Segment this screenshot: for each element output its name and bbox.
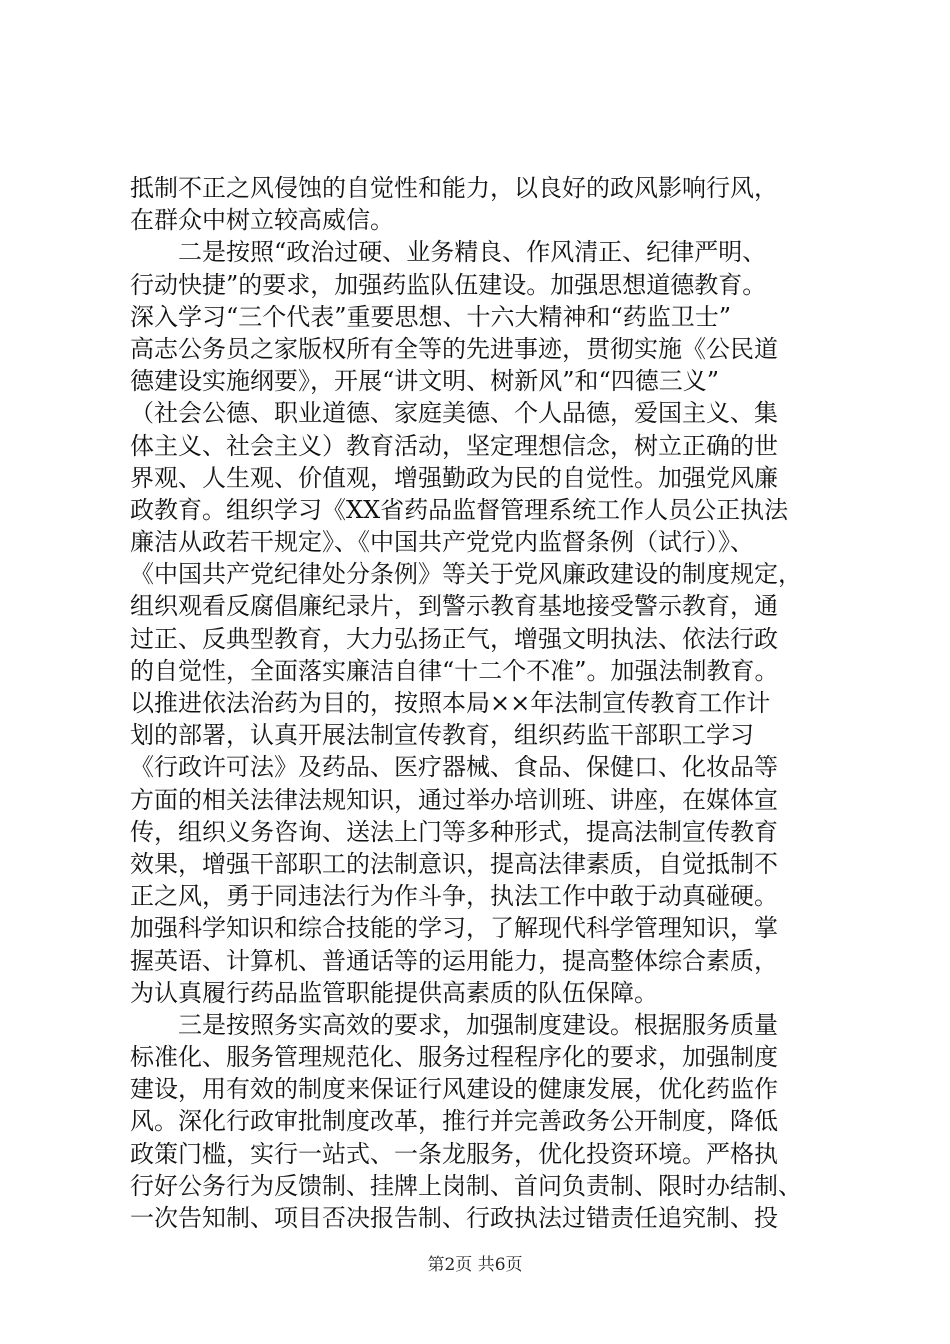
text-line: 正之风，勇于同违法行为作斗争，执法工作中敢于动真碰硬。 [130,882,778,911]
text-line: 政策门槛，实行一站式、一条龙服务，优化投资环境。严格执 [130,1139,778,1168]
text-line: 方面的相关法律法规知识，通过举办培训班、讲座，在媒体宣 [130,785,778,814]
text-line: 在群众中树立较高威信。 [130,206,394,235]
text-line: （社会公德、职业道德、家庭美德、个人品德，爱国主义、集 [130,399,778,428]
text-line: 为认真履行药品监管职能提供高素质的队伍保障。 [130,978,658,1007]
text-line: 组织观看反腐倡廉纪录片，到警示教育基地接受警示教育，通 [130,592,778,621]
text-line: 廉洁从政若干规定》、《中国共产党党内监督条例（试行）》、 [130,528,754,557]
text-line: 《中国共产党纪律处分条例》等关于党风廉政建设的制度规定， [130,560,802,589]
text-line: 行动快捷”的要求，加强药监队伍建设。加强思想道德教育。 [130,270,767,299]
text-line: 体主义、社会主义）教育活动，坚定理想信念，树立正确的世 [130,431,778,460]
text-line: 二是按照“政治过硬、业务精良、作风清正、纪律严明、 [130,238,767,267]
text-line: 政教育。组织学习《XX省药品监督管理系统工作人员公正执法 [130,495,789,524]
text-line: 过正、反典型教育，大力弘扬正气，增强文明执法、依法行政 [130,624,778,653]
text-line: 握英语、计算机、普通话等的运用能力，提高整体综合素质， [130,946,778,975]
text-line: 三是按照务实高效的要求，加强制度建设。根据服务质量 [130,1010,778,1039]
text-line: 传，组织义务咨询、送法上门等多种形式，提高法制宣传教育 [130,817,778,846]
text-line: 德建设实施纲要》，开展“讲文明、树新风”和“四德三义” [130,367,720,396]
text-line: 以推进依法治药为目的，按照本局××年法制宣传教育工作计 [130,689,771,717]
body-text [130,172,830,1234]
text-line: 一次告知制、项目否决报告制、行政执法过错责任追究制、投 [130,1204,778,1232]
text-line: 的自觉性，全面落实廉洁自律“十二个不准”。加强法制教育。 [130,656,779,685]
text-line: 加强科学知识和综合技能的学习，了解现代科学管理知识，掌 [130,914,778,943]
text-line: 《行政许可法》及药品、医疗器械、食品、保健口、化妆品等 [130,753,778,782]
text-line: 界观、人生观、价值观，增强勤政为民的自觉性。加强党风廉 [130,463,778,492]
text-line: 标准化、服务管理规范化、服务过程程序化的要求，加强制度 [130,1043,778,1072]
text-line: 抵制不正之风侵蚀的自觉性和能力，以良好的政风影响行风， [130,174,778,202]
text-line: 行好公务行为反馈制、挂牌上岗制、首问负责制、限时办结制、 [130,1171,802,1200]
text-line: 划的部署，认真开展法制宣传教育，组织药监干部职工学习 [130,721,754,750]
text-line: 深入学习“三个代表”重要思想、十六大精神和“药监卫士” [130,302,732,331]
text-line: 建设，用有效的制度来保证行风建设的健康发展，优化药监作 [130,1075,778,1104]
page-footer: 第2页 共6页 [427,1255,523,1275]
text-line: 风。深化行政审批制度改革，推行并完善政务公开制度，降低 [130,1107,778,1136]
text-line: 效果，增强干部职工的法制意识，提高法律素质，自觉抵制不 [130,849,778,878]
text-line: 高志公务员之家版权所有全等的先进事迹，贯彻实施《公民道 [130,334,778,363]
